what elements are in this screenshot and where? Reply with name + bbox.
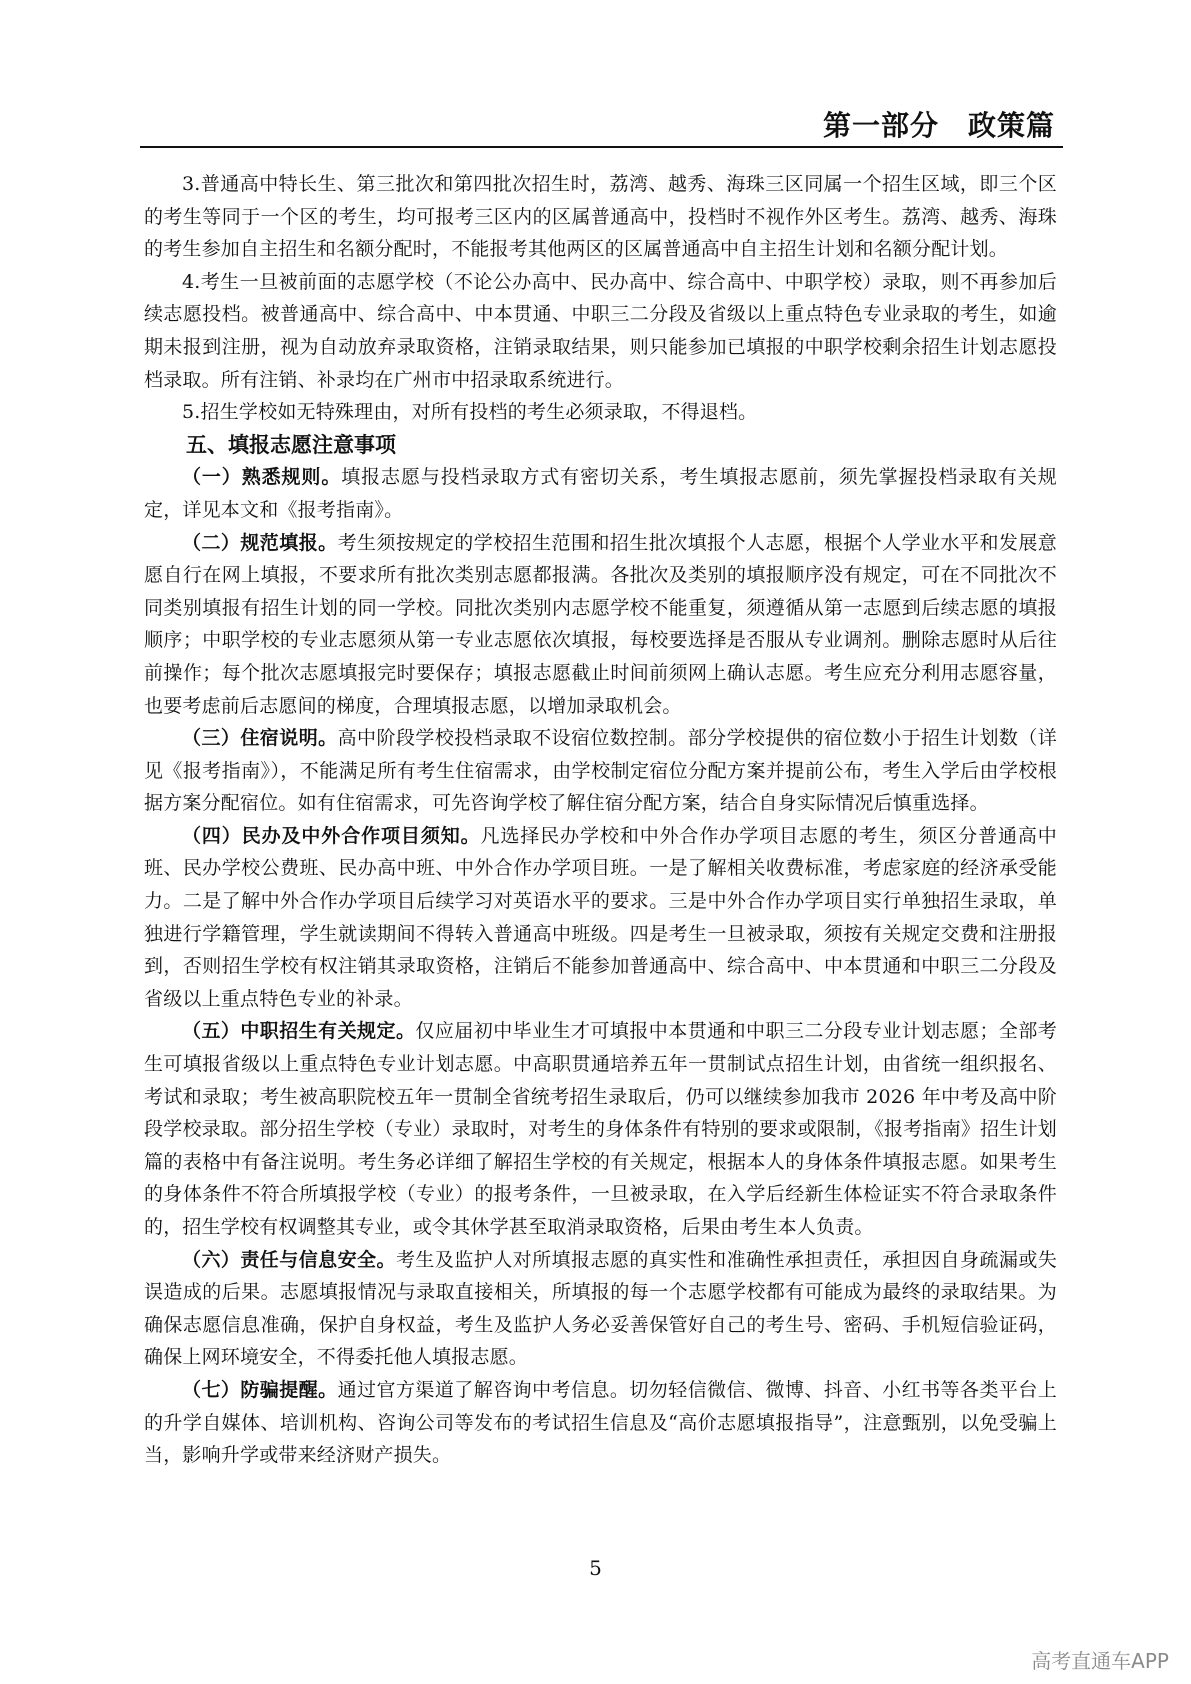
item-private-cooperation xyxy=(144,820,1057,1016)
item-vocational-rules xyxy=(144,1015,1057,1243)
item-lead: （六）责任与信息安全。 xyxy=(182,1248,396,1271)
item-responsibility-security xyxy=(144,1244,1057,1374)
item-text: 考生须按规定的学校招生范围和招生批次填报个人志愿，根据个人学业水平和发展意愿自行在网上填报，不要求所有批次类别志愿都报满。各批次及类别的填报顺序没有规定，可在不同批次不同类别填报有招生计划的同一学校。同批次类别内志愿学校不能重复，须遵循从第一志愿到后续志愿的填报顺序；中职学校的专业志愿须从第一专业志愿依次填报，每校要选择是否服从专业调剂。删除志愿时从后往前操作；每个批次志愿填报完时要保存；填报志愿截止时间前须网上确认志愿。考生应充分利用志愿容量，也要考虑前后志愿间的梯度，合理填报志愿，以增加录取机会。 xyxy=(144,531,1057,717)
item-standard-filling xyxy=(144,527,1057,723)
item-lead: （七）防骗提醒。 xyxy=(182,1378,338,1401)
item-fraud-warning xyxy=(144,1374,1057,1472)
item-text: 高中阶段学校投档录取不设宿位数控制。部分学校提供的宿位数小于招生计划数（详见《报考指南》），不能满足所有考生住宿需求，由学校制定宿位分配方案并提前公布，考生入学后由学校根据方案分配宿位。如有住宿需求，可先咨询学校了解住宿分配方案，结合自身实际情况后慎重选择。 xyxy=(144,727,1057,815)
section-heading: 五、填报志愿注意事项 xyxy=(186,432,396,457)
item-text: 仅应届初中毕业生才可填报中本贯通和中职三二分段专业计划志愿；全部考生可填报省级以上重点特色专业计划志愿。中高职贯通培养五年一贯制试点招生计划，由省统一组织报名、考试和录取；考生被高职院校五年一贯制全省统考招生录取后，仍可以继续参加我市 2026 年中考及高中阶段学校录取。部分招生学校（专业）录取时，对考生的身体条件有特别的要求或限制，《报考指南》招生计划篇的表格中有备注说明。考生务必详细了解招生学校的有关规定，根据本人的身体条件填报志愿。如果考生的身体条件不符合所填报学校（专业）的报考条件，一旦被录取，在入学后经新生体检证实不符合录取条件的，招生学校有权调整其专业，或令其休学甚至取消录取资格，后果由考生本人负责。 xyxy=(144,1020,1057,1238)
item-familiar-rules xyxy=(144,461,1057,526)
paragraph-4: 4.考生一旦被前面的志愿学校（不论公办高中、民办高中、综合高中、中职学校）录取，则不再参加后续志愿投档。被普通高中、综合高中、中本贯通、中职三二分段及省级以上重点特色专业录取的考生，如逾期未报到注册，视为自动放弃录取资格，注销录取结果，则只能参加已填报的中职学校剩余招生计划志愿投档录取。所有注销、补录均在广州市中招录取系统进行。 xyxy=(144,270,1057,391)
item-lead: （五）中职招生有关规定。 xyxy=(182,1020,416,1043)
header-title: 第一部分 政策篇 xyxy=(822,109,1055,142)
item-text: 考生及监护人对所填报志愿的真实性和准确性承担责任，承担因自身疏漏或失误造成的后果。志愿填报情况与录取直接相关，所填报的每一个志愿学校都有可能成为最终的录取结果。为确保志愿信息准确，保护自身权益，考生及监护人务必妥善保管好自己的考生号、密码、手机短信验证码，确保上网环境安全，不得委托他人填报志愿。 xyxy=(144,1248,1057,1369)
page-number: 5 xyxy=(589,1556,602,1580)
watermark: 高考直通车APP xyxy=(1031,1649,1169,1673)
item-lead: （二）规范填报。 xyxy=(182,531,338,554)
item-text: 通过官方渠道了解咨询中考信息。切勿轻信微信、微博、抖音、小红书等各类平台上的升学自媒体、培训机构、咨询公司等发布的考试招生信息及“高价志愿填报指导”，注意甄别，以免受骗上当，影响升学或带来经济财产损失。 xyxy=(144,1378,1057,1467)
item-accommodation xyxy=(144,722,1057,820)
item-lead: （三）住宿说明。 xyxy=(182,727,338,750)
document-body xyxy=(144,168,1057,1472)
item-lead: （一）熟悉规则。 xyxy=(182,466,342,489)
item-text: 凡选择民办学校和中外合作办学项目志愿的考生，须区分普通高中班、民办学校公费班、民办高中班、中外合作办学项目班。一是了解相关收费标准，考虑家庭的经济承受能力。二是了解中外合作办学项目后续学习对英语水平的要求。三是中外合作办学项目实行单独招生录取，单独进行学籍管理，学生就读期间不得转入普通高中班级。四是考生一旦被录取，须按有关规定交费和注册报到，否则招生学校有权注销其录取资格，注销后不能参加普通高中、综合高中、中本贯通和中职三二分段及省级以上重点特色专业的补录。 xyxy=(144,824,1057,1010)
item-lead: （四）民办及中外合作项目须知。 xyxy=(182,824,481,847)
page-header xyxy=(140,96,1063,148)
paragraph-3: 3.普通高中特长生、第三批次和第四批次招生时，荔湾、越秀、海珠三区同属一个招生区域，即三个区的考生等同于一个区的考生，均可报考三区内的区属普通高中，投档时不视作外区考生。荔湾、越秀、海珠的考生参加自主招生和名额分配时，不能报考其他两区的区属普通高中自主招生计划和名额分配计划。 xyxy=(144,173,1057,261)
item-text: 填报志愿与投档录取方式有密切关系，考生填报志愿前，须先掌握投档录取有关规定，详见本文和《报考指南》。 xyxy=(144,466,1057,521)
paragraph-5: 5.招生学校如无特殊理由，对所有投档的考生必须录取，不得退档。 xyxy=(182,401,758,424)
